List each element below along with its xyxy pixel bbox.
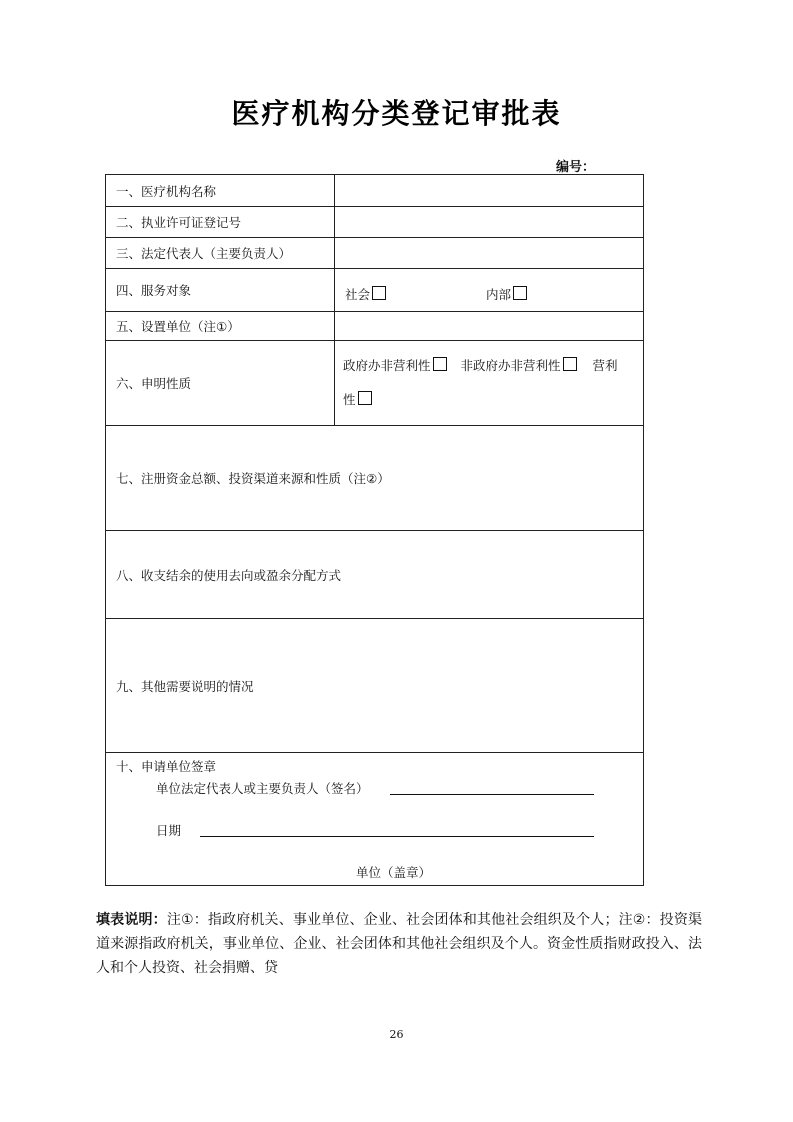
capital-section-label: 七、注册资金总额、投资渠道来源和性质（注②） [116,471,390,486]
establishing-unit-label: 五、设置单位（注①） [106,312,335,341]
date-label: 日期 [156,823,182,838]
table-row [106,238,644,269]
instructions-label: 填表说明： [96,912,167,928]
representative-signature-line[interactable] [390,794,594,795]
instructions-text: 注①：指政府机关、事业单位、企业、社会团体和其他社会组织及个人；注②：投资渠道来源指政府机关，事业单位、企业、社会团体和其他社会组织及个人。资金性质指财政投入、法人和个人投资、社会捐赠、贷 [96,912,702,976]
table-row [106,207,644,238]
signature-section [106,753,644,886]
page-number: 26 [389,1028,404,1041]
table-row [106,175,644,207]
legal-representative-label: 三、法定代表人（主要负责人） [106,238,335,269]
other-info-section[interactable] [106,619,644,753]
nongov-nonprofit-label: 非政府办非营利性 [460,358,561,373]
table-row [106,619,644,753]
establishing-unit-field[interactable] [335,312,644,341]
gov-nonprofit-label: 政府办非营利性 [343,358,431,373]
form-instructions [96,908,702,980]
service-target-label: 四、服务对象 [106,269,335,312]
for-profit-label-part1: 营利 [592,358,618,373]
table-row [106,531,644,619]
serial-number-label: 编号： [556,160,596,175]
service-internal-checkbox[interactable] [513,286,527,300]
approval-form-table [105,174,644,886]
unit-seal-label: 单位（盖章） [356,865,432,880]
service-target-options [335,269,644,312]
service-society-checkbox[interactable] [372,286,386,300]
table-row [106,312,644,341]
declared-nature-options [335,341,644,426]
institution-name-field[interactable] [335,175,644,207]
license-number-label: 二、执业许可证登记号 [106,207,335,238]
legal-representative-field[interactable] [335,238,644,269]
other-info-section-label: 九、其他需要说明的情况 [116,678,254,694]
representative-signature-label: 单位法定代表人或主要负责人（签名） [156,781,369,796]
table-row [106,426,644,531]
declared-nature-label: 六、申明性质 [106,341,335,426]
service-society-label: 社会 [345,287,371,302]
capital-section[interactable] [106,426,644,531]
date-line[interactable] [200,836,594,837]
table-row [106,341,644,426]
institution-name-label: 一、医疗机构名称 [106,175,335,207]
table-row [106,753,644,886]
signature-section-label: 十、申请单位签章 [116,759,217,774]
nongov-nonprofit-checkbox[interactable] [563,357,577,371]
service-internal-label: 内部 [485,287,511,302]
license-number-field[interactable] [335,207,644,238]
gov-nonprofit-checkbox[interactable] [433,357,447,371]
surplus-section-label: 八、收支结余的使用去向或盈余分配方式 [116,567,342,583]
surplus-section[interactable] [106,531,644,619]
table-row [106,269,644,312]
form-title: 医疗机构分类登记审批表 [231,97,562,130]
for-profit-checkbox[interactable] [358,391,372,405]
for-profit-label-part2: 性 [343,392,356,407]
